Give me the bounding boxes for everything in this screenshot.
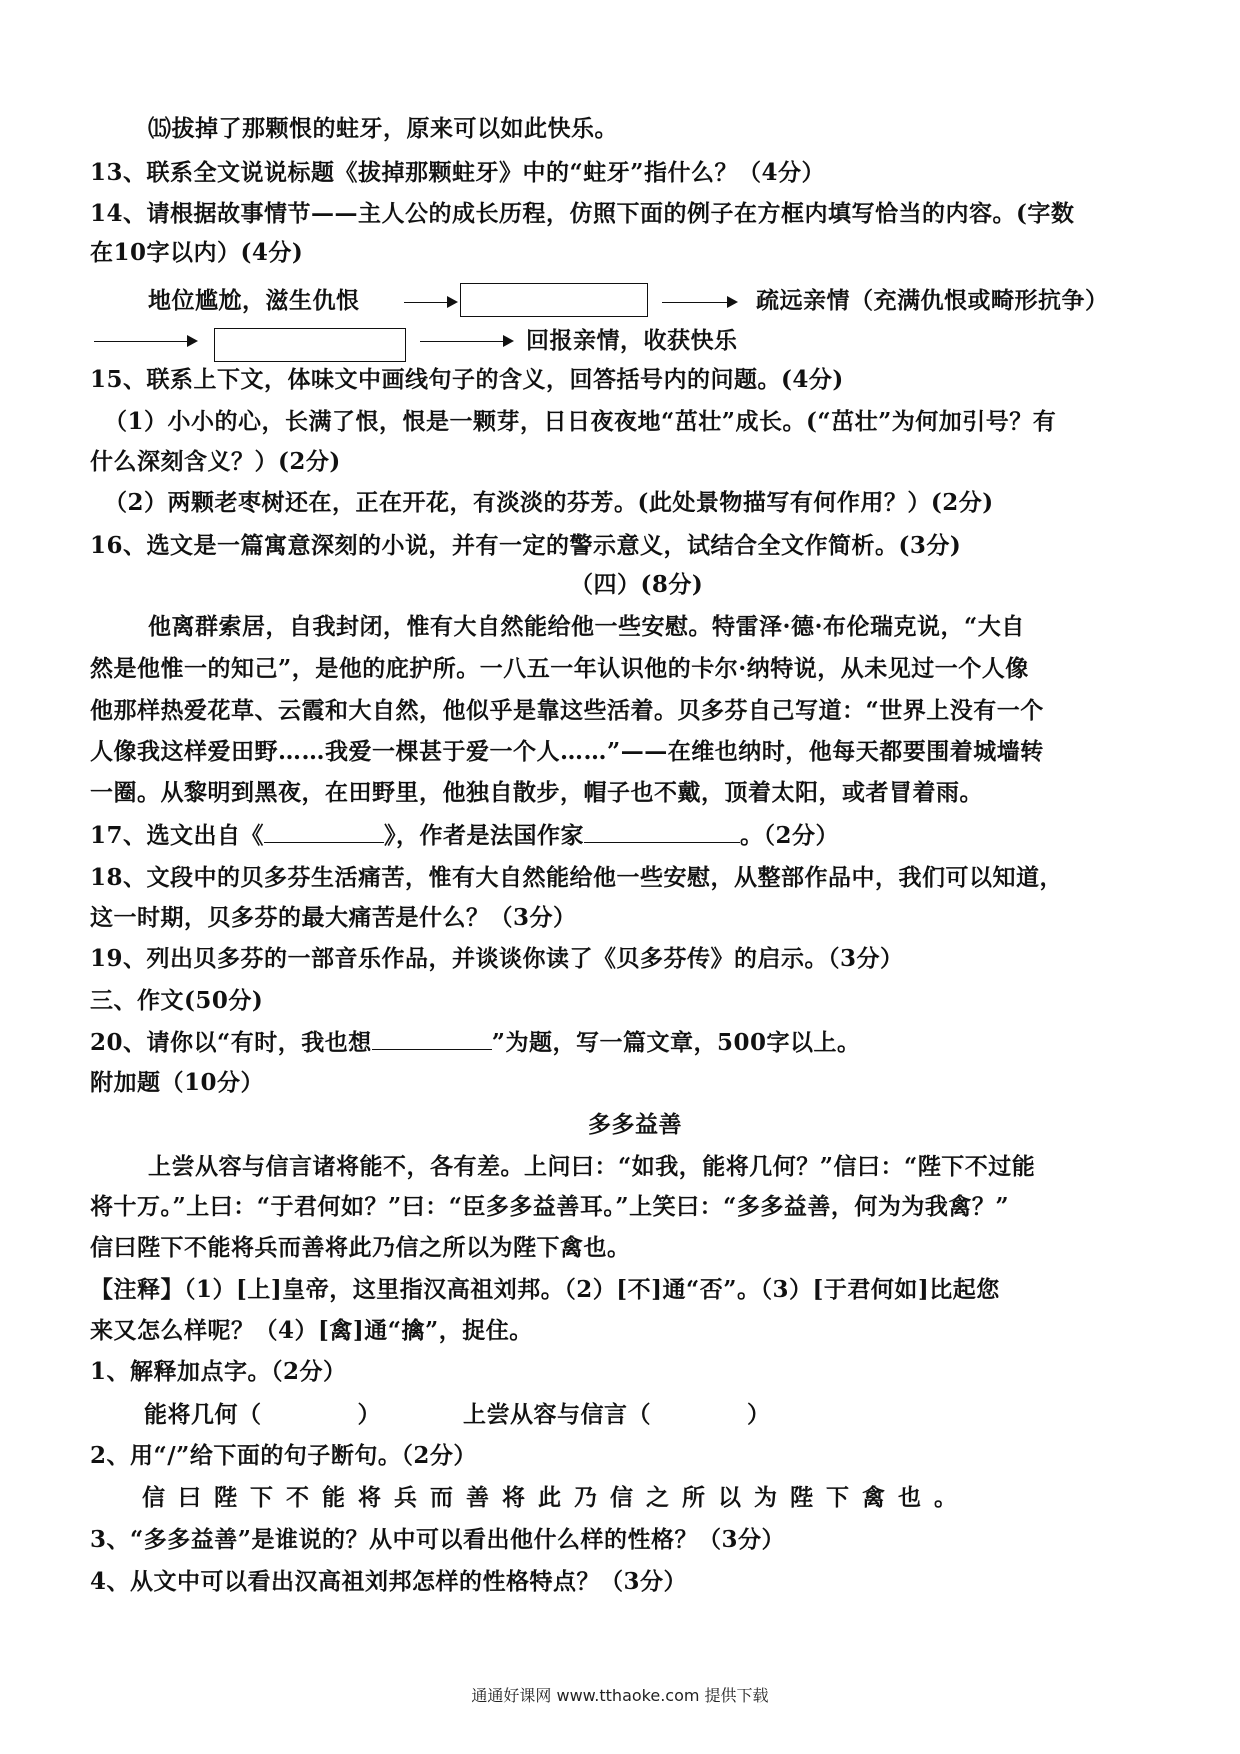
text-line: ⒂拔掉了那颗恨的蛀牙，原来可以如此快乐。 — [148, 115, 618, 142]
exercise-1-items — [144, 1398, 771, 1432]
passage-line: 他那样热爱花草、云霞和大自然，他似乎是靠这些活着。贝多芬自己写道：“世界上没有一个 — [90, 697, 1044, 724]
exercise-4: 4、从文中可以看出汉高祖刘邦怎样的性格特点？（3分） — [90, 1568, 688, 1595]
extra-heading: 附加题（10分） — [90, 1069, 265, 1096]
question-20-text: 20、请你以“有时，我也想 — [90, 1029, 372, 1056]
exercise-1-item: ） — [357, 1401, 381, 1428]
fill-blank-author[interactable] — [584, 818, 740, 843]
flow-arrow — [662, 302, 736, 303]
exercise-3: 3、“多多益善”是谁说的？从中可以看出他什么样的性格？（3分） — [90, 1526, 785, 1553]
exercise-1-item: ） — [747, 1401, 771, 1428]
question-15: 15、联系上下文，体味文中画线句子的含义，回答括号内的问题。(4分) — [90, 366, 844, 393]
flow-arrow — [404, 302, 456, 303]
answer-box-2[interactable] — [214, 328, 406, 362]
question-17 — [90, 818, 839, 853]
flow-step-3: 回报亲情，收获快乐 — [526, 327, 738, 354]
flow-arrow — [420, 341, 512, 342]
question-17-text: 》，作者是法国作家 — [384, 822, 585, 849]
question-19: 19、列出贝多芬的一部音乐作品，并谈谈你读了《贝多芬传》的启示。（3分） — [90, 945, 904, 972]
notes-line: 来又怎么样呢？（4）[禽]通“擒”，捉住。 — [90, 1317, 533, 1344]
fill-blank-word-2[interactable] — [651, 1398, 747, 1422]
classical-text-line: 上尝从容与信言诸将能不，各有差。上问曰：“如我，能将几何？”信曰：“陛下不过能 — [148, 1153, 1036, 1180]
answer-box-1[interactable] — [460, 283, 648, 317]
exercise-1: 1、解释加点字。（2分） — [90, 1358, 347, 1385]
page-footer: 通通好课网 www.tthaoke.com 提供下载 — [471, 1686, 769, 1705]
question-18-cont: 这一时期，贝多芬的最大痛苦是什么？（3分） — [90, 904, 577, 931]
passage-line: 人像我这样爱田野……我爱一棵甚于爱一个人……”——在维也纳时，他每天都要围着城墙转 — [90, 738, 1044, 765]
question-20-text: ”为题，写一篇文章，500字以上。 — [491, 1029, 861, 1056]
passage-line: 然是他惟一的知己”，是他的庇护所。一八五一年认识他的卡尔·纳特说，从未见过一个人像 — [90, 655, 1029, 682]
exercise-2: 2、用“/”给下面的句子断句。（2分） — [90, 1442, 477, 1469]
fill-blank-book[interactable] — [264, 818, 384, 843]
question-13: 13、联系全文说说标题《拔掉那颗蛀牙》中的“蛀牙”指什么？（4分） — [90, 159, 825, 186]
passage-title: 多多益善 — [588, 1111, 682, 1138]
section-heading: （四）(8分) — [570, 571, 704, 598]
punctuation-sentence: 信曰陛下不能将兵而善将此乃信之所以为陛下禽也。 — [142, 1484, 970, 1511]
fill-blank-word-1[interactable] — [262, 1398, 358, 1422]
exercise-1-item: 能将几何（ — [144, 1401, 262, 1428]
flow-step-1: 地位尴尬，滋生仇恨 — [148, 287, 360, 314]
question-14: 14、请根据故事情节——主人公的成长历程，仿照下面的例子在方框内填写恰当的内容。(字数 — [90, 200, 1075, 227]
classical-text-line: 将十万。”上曰：“于君何如？”曰：“臣多多益善耳。”上笑曰：“多多益善，何为为我禽？” — [90, 1193, 1010, 1220]
question-16: 16、选文是一篇寓意深刻的小说，并有一定的警示意义，试结合全文作简析。(3分) — [90, 532, 962, 559]
flow-arrow — [94, 341, 196, 342]
question-20 — [90, 1025, 861, 1060]
passage-line: 一圈。从黎明到黑夜，在田野里，他独自散步，帽子也不戴，顶着太阳，或者冒着雨。 — [90, 779, 983, 806]
exercise-1-item: 上尝从容与信言（ — [463, 1401, 651, 1428]
notes-line: 【注释】（1）[上]皇帝，这里指汉高祖刘邦。（2）[不]通“否”。（3）[于君何如]比起您 — [90, 1276, 1000, 1303]
question-14-cont: 在10字以内）(4分) — [90, 239, 304, 266]
fill-blank-title[interactable] — [372, 1025, 492, 1050]
classical-text-line: 信曰陛下不能将兵而善将此乃信之所以为陛下禽也。 — [90, 1234, 631, 1261]
question-17-text: 。（2分） — [740, 822, 840, 849]
flow-step-2: 疏远亲情（充满仇恨或畸形抗争） — [756, 287, 1109, 314]
question-17-text: 17、选文出自《 — [90, 822, 265, 849]
question-15-1: （1）小小的心，长满了恨，恨是一颗芽，日日夜夜地“茁壮”成长。(“茁壮”为何加引号？有 — [104, 408, 1057, 435]
passage-line: 他离群索居，自我封闭，惟有大自然能给他一些安慰。特雷泽·德·布伦瑞克说，“大自 — [148, 613, 1025, 640]
question-18: 18、文段中的贝多芬生活痛苦，惟有大自然能给他一些安慰，从整部作品中，我们可以知道， — [90, 864, 1064, 891]
question-15-2: （2）两颗老枣树还在，正在开花，有淡淡的芬芳。(此处景物描写有何作用？）(2分) — [104, 489, 994, 516]
section-heading: 三、作文(50分) — [90, 987, 264, 1014]
question-15-1-cont: 什么深刻含义？）(2分) — [90, 448, 341, 475]
